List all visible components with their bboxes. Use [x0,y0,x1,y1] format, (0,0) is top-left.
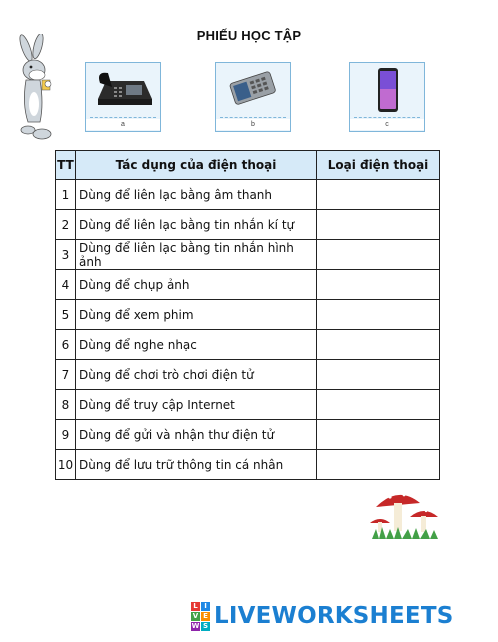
row-use: Dùng để chơi trò chơi điện tử [76,360,317,390]
worksheet-title: PHIẾU HỌC TẬP [196,28,302,43]
bunny-cartoon-icon [14,34,64,144]
row-use: Dùng để liên lạc bằng tin nhắn hình ảnh [76,240,317,270]
answer-cell[interactable] [317,450,440,480]
table-row [56,300,440,330]
answer-cell[interactable] [317,330,440,360]
header-use: Tác dụng của điện thoại [76,151,317,180]
table-row [56,360,440,390]
table-row [56,180,440,210]
answer-cell[interactable] [317,180,440,210]
row-number: 1 [56,180,76,210]
header-tt: TT [56,151,76,180]
table-row [56,240,440,270]
header-type: Loại điện thoại [317,151,440,180]
row-use: Dùng để gửi và nhận thư điện tử [76,420,317,450]
row-number: 6 [56,330,76,360]
smartphone-icon [350,63,424,115]
phone-card-c [349,62,425,132]
row-number: 10 [56,450,76,480]
row-number: 2 [56,210,76,240]
logo-squares-icon: L I V E W S [191,601,209,630]
row-number: 5 [56,300,76,330]
table-row [56,330,440,360]
phone-card-label: c [350,119,424,130]
row-use: Dùng để liên lạc bằng âm thanh [76,180,317,210]
answer-cell[interactable] [317,270,440,300]
worksheet-table [55,150,440,480]
row-use: Dùng để liên lạc bằng tin nhắn kí tự [76,210,317,240]
row-use: Dùng để xem phim [76,300,317,330]
row-number: 3 [56,240,76,270]
phone-card-label: a [86,119,160,130]
row-number: 7 [56,360,76,390]
answer-cell[interactable] [317,360,440,390]
table-row [56,390,440,420]
feature-phone-icon [216,63,290,115]
answer-cell[interactable] [317,390,440,420]
table-row [56,210,440,240]
table-row [56,420,440,450]
table-row [56,450,440,480]
table-row [56,270,440,300]
answer-cell[interactable] [317,420,440,450]
row-use: Dùng để chụp ảnh [76,270,317,300]
mushroom-icon [368,485,442,545]
answer-cell[interactable] [317,210,440,240]
logo-wordmark: LIVEWORKSHEETS [214,603,454,629]
row-number: 4 [56,270,76,300]
phone-card-a [85,62,161,132]
answer-cell[interactable] [317,300,440,330]
row-use: Dùng để lưu trữ thông tin cá nhân [76,450,317,480]
desk-phone-icon [86,63,160,115]
phone-card-b [215,62,291,132]
row-use: Dùng để nghe nhạc [76,330,317,360]
row-number: 8 [56,390,76,420]
answer-cell[interactable] [317,240,440,270]
phone-card-label: b [216,119,290,130]
row-use: Dùng để truy cập Internet [76,390,317,420]
liveworksheets-logo [191,602,453,630]
row-number: 9 [56,420,76,450]
